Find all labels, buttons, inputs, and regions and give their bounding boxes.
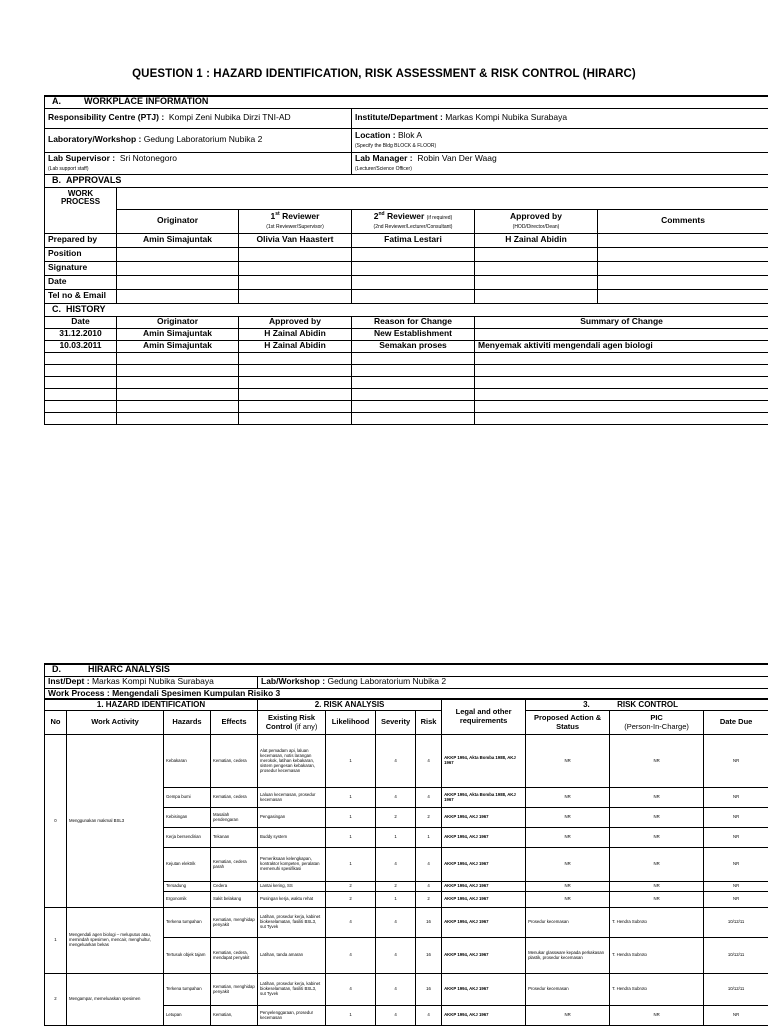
hirarc-row: Gempa bumi Kematian, cedera Laluan kecemasan, prosedur kecemasan 1 4 4 AKKP 1994, Akta Bomba 1988, AKJ 1967 NR NR NR xyxy=(45,788,768,808)
col-date-due: Date Due xyxy=(704,711,768,735)
work-activity: Mengendali agen biologi – meluputus atau, memindah spesimen, mencair, menghultur, mengeluarkan bekas xyxy=(67,908,164,974)
activity-number: 0 xyxy=(45,735,67,908)
hirarc-row: Kerja bersendirian Tekanan Buddy system 1 1 1 AKKP 1994, AKJ 1967 NR NR NR xyxy=(45,828,768,848)
approval-row: Position xyxy=(45,247,768,261)
col-legal-requirements: Legal and other requirements xyxy=(442,699,526,735)
col-risk: Risk xyxy=(416,711,442,735)
history-row: 31.12.2010 Amin Simajuntak H Zainal Abidin New Establishment xyxy=(45,328,768,340)
activity-number: 1 xyxy=(45,908,67,974)
hirarc-row: 1 Mengendali agen biologi – meluputus atau, memindah spesimen, mencair, menghultur, mengeluarkan bekas Terkena tumpahan Kematian, menghidap penyakit Latihan, prosedur kerja, kabinet biokeselamatan, fasiliti BSL3, sut Tyvek 4 4 16 AKKP 1994, AKJ 1967 Prosedur kecemasan T. Hendra Subroto 10/12/11 xyxy=(45,908,768,938)
institute-department: Institute/Department : Markas Kompi Nubika Surabaya xyxy=(352,108,768,128)
history-col-summary: Summary of Change xyxy=(475,316,768,328)
hirarc-lab-workshop: Lab/Workshop : Gedung Laboratorium Nubika 2 xyxy=(258,676,768,688)
hirarc-row: Letupan Kematian, Penyelenggaraan, prosedur kecemasan 1 4 4 AKKP 1994, AKJ 1967 NR NR NR xyxy=(45,1006,768,1026)
hirarc-row: Tertusuk objek tajam Kematian, cedera, mendapat penyakit Latihan, tanda amaran 4 4 16 AKKP 1994, AKJ 1967 Menukar glassware kepada perkakasan plastik, prosedur kecemasan T. Hendra Subroto 10/12/11 xyxy=(45,938,768,974)
group-hazard-identification: 1. HAZARD IDENTIFICATION xyxy=(45,699,258,711)
section-a-heading: A. WORKPLACE INFORMATION xyxy=(45,96,768,108)
group-risk-control: 3. RISK CONTROL xyxy=(526,699,768,711)
workplace-approvals-table xyxy=(44,95,768,425)
work-process-label: WORK PROCESS xyxy=(45,187,117,233)
section-b-heading: B. APPROVALS xyxy=(45,174,768,187)
col-comments: Comments xyxy=(598,209,768,233)
col-work-activity: Work Activity xyxy=(67,711,164,735)
hirarc-row: 2 Mengampar, memeluaskan spesimen Terkena tumpahan Kematian, menghidap penyakit Latihan, prosedur kerja, kabinet biokeselamatan, fasiliti BSL3, sut Tyvek 4 4 16 AKKP 1994, AKJ 1967 Prosedur kecemasan T. Hendra Subroto 10/12/11 xyxy=(45,974,768,1006)
col-proposed-action: Proposed Action & Status xyxy=(526,711,610,735)
hirarc-work-process: Work Process : Mengendali Spesimen Kumpulan Risiko 3 xyxy=(45,688,768,699)
approval-row: Date xyxy=(45,275,768,289)
lab-manager: Lab Manager : Robin Van Der Waag (Lecturer/Science Officer) xyxy=(352,152,768,174)
history-col-reason: Reason for Change xyxy=(352,316,475,328)
history-col-originator: Originator xyxy=(117,316,239,328)
col-originator: Originator xyxy=(117,209,239,233)
section-c-heading: C. HISTORY xyxy=(45,303,768,316)
hirarc-row: Kebisingan Masalah pendengaran Pengasingan 1 2 2 AKKP 1994, AKJ 1967 NR NR NR xyxy=(45,808,768,828)
col-2nd-reviewer: 2nd Reviewer (if required) (2nd Reviewer/Lecturer/Consultant) xyxy=(352,209,475,233)
col-1st-reviewer: 1st Reviewer (1st Reviewer/Supervisor) xyxy=(239,209,352,233)
laboratory-workshop: Laboratory/Workshop : Gedung Laboratorium Nubika 2 xyxy=(45,128,352,152)
document-title: QUESTION 1 : HAZARD IDENTIFICATION, RISK ASSESSMENT & RISK CONTROL (HIRARC) xyxy=(0,68,768,80)
section-d-heading: D. HIRARC ANALYSIS xyxy=(45,664,768,676)
hirarc-inst-dept: Inst/Dept : Markas Kompi Nubika Surabaya xyxy=(45,676,258,688)
history-row: 10.03.2011 Amin Simajuntak H Zainal Abidin Semakan proses Menyemak aktiviti mengendali agen biologi xyxy=(45,340,768,352)
history-col-date: Date xyxy=(45,316,117,328)
col-hazards: Hazards xyxy=(164,711,211,735)
history-col-approved: Approved by xyxy=(239,316,352,328)
responsibility-centre: Responsibility Centre (PTJ) : Kompi Zeni Nubika Dirzi TNI-AD xyxy=(45,108,352,128)
col-approved-by: Approved by (HOD/Director/Dean) xyxy=(475,209,598,233)
group-risk-analysis: 2. RISK ANALYSIS xyxy=(258,699,442,711)
col-existing-risk-control: Existing Risk Control (if any) xyxy=(258,711,326,735)
hirarc-header-table xyxy=(44,663,768,700)
col-likelihood: Likelihood xyxy=(326,711,376,735)
work-activity: Menggunakan makmal BSL3 xyxy=(67,735,164,908)
activity-number: 2 xyxy=(45,974,67,1026)
approval-row: Prepared by Amin Simajuntak Olivia Van Haastert Fatima Lestari H Zainal Abidin xyxy=(45,233,768,247)
hirarc-row: Ergonomik Sakit belakang Pusingan kerja, waktu rehat 2 1 2 AKKP 1994, AKJ 1967 NR NR NR xyxy=(45,892,768,908)
col-effects: Effects xyxy=(211,711,258,735)
col-pic: PIC (Person-In-Charge) xyxy=(610,711,704,735)
hirarc-analysis-table xyxy=(44,698,768,1026)
approval-row: Signature xyxy=(45,261,768,275)
col-no: No xyxy=(45,711,67,735)
lab-supervisor: Lab Supervisor : Sri Notonegoro (Lab support staff) xyxy=(45,152,352,174)
approval-row: Tel no & Email xyxy=(45,289,768,303)
col-severity: Severity xyxy=(376,711,416,735)
hirarc-row: Tersadung Cedera Lantai kering, SS 2 2 4 AKKP 1994, AKJ 1967 NR NR NR xyxy=(45,882,768,892)
hirarc-row: 0 Menggunakan makmal BSL3 Kebakaran Kematian, cedera Alat pemadam api, laluan kecemasan, notis larangan merokok, latihan kebakaran, sistem pengesan kebakaran, prosedur kecemasan 1 4 4 AKKP 1994, Akta Bomba 1988, AKJ 1967 NR NR NR xyxy=(45,735,768,788)
work-activity: Mengampar, memeluaskan spesimen xyxy=(67,974,164,1026)
hirarc-row: Kejutan elektrik Kematian, cedera parah Pemeriksaan kelengkapan, kontraktor kompeten, peralatan memenuhi spesifikasi 1 4 4 AKKP 1994, AKJ 1967 NR NR NR xyxy=(45,848,768,882)
location: Location : Blok A (Specify the Bldg BLOCK & FLOOR) xyxy=(352,128,768,152)
